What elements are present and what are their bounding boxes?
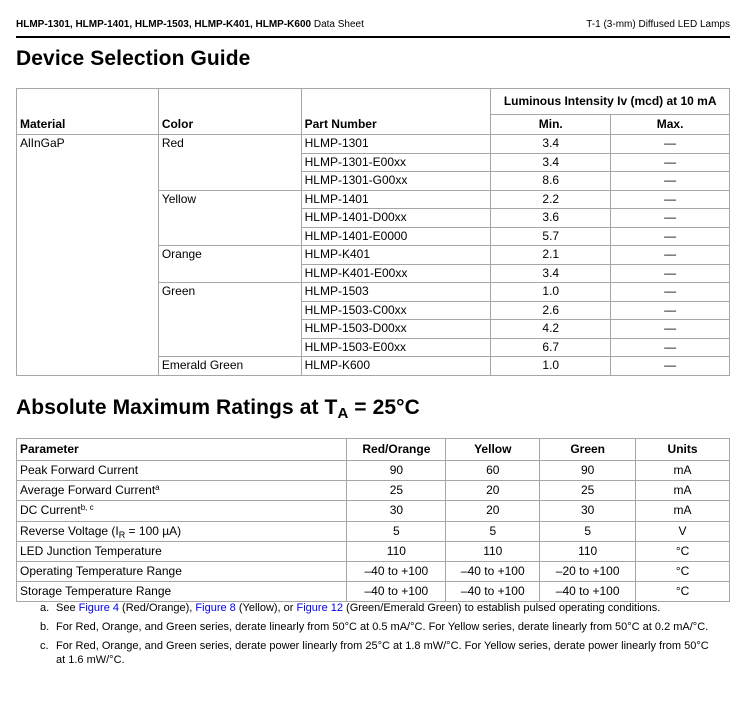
min-cell: 2.2 xyxy=(491,190,611,209)
color-cell-emerald-green: Emerald Green xyxy=(158,357,301,376)
units-cell: V xyxy=(636,521,730,541)
col-min: Min. xyxy=(491,115,611,135)
device-selection-table xyxy=(16,88,730,376)
footnote-letter: c. xyxy=(40,640,49,652)
max-cell: — xyxy=(611,209,730,228)
part-cell: HLMP-1401 xyxy=(301,190,491,209)
page-header xyxy=(16,19,730,31)
parameter-text: Average Forward Current xyxy=(20,483,156,498)
red-orange-cell: 5 xyxy=(347,521,446,541)
col-green: Green xyxy=(540,439,636,461)
green-cell: –20 to +100 xyxy=(540,561,636,581)
footnote-text: For Red, Orange, and Green series, derate linearly from 50°C at 0.5 mA/°C. For Yellow series, derate linearly from 50°C at 0.2 mA/°C. xyxy=(56,621,709,633)
yellow-cell: 5 xyxy=(446,521,540,541)
part-cell: HLMP-1503-D00xx xyxy=(301,320,491,339)
table-row xyxy=(17,561,730,581)
table-header-row xyxy=(17,89,730,115)
red-orange-cell: 25 xyxy=(347,481,446,501)
max-cell: — xyxy=(611,246,730,265)
min-cell: 1.0 xyxy=(491,283,611,302)
units-cell: mA xyxy=(636,461,730,481)
col-material: Material xyxy=(17,89,159,135)
part-cell: HLMP-K600 xyxy=(301,357,491,376)
footnotes xyxy=(40,601,720,672)
table-row xyxy=(17,582,730,602)
header-left xyxy=(16,19,364,31)
units-cell: mA xyxy=(636,481,730,501)
yellow-cell: 60 xyxy=(446,461,540,481)
max-cell: — xyxy=(611,357,730,376)
parameter-cell xyxy=(17,481,347,501)
col-yellow: Yellow xyxy=(446,439,540,461)
min-cell: 6.7 xyxy=(491,338,611,357)
green-cell: 30 xyxy=(540,501,636,521)
yellow-cell: 20 xyxy=(446,501,540,521)
part-cell: HLMP-1503-E00xx xyxy=(301,338,491,357)
col-max: Max. xyxy=(611,115,730,135)
parameter-cell: LED Junction Temperature xyxy=(17,541,347,561)
footnote-a xyxy=(40,601,720,615)
green-cell: 110 xyxy=(540,541,636,561)
part-cell: HLMP-1401-D00xx xyxy=(301,209,491,228)
green-cell: 90 xyxy=(540,461,636,481)
units-cell: mA xyxy=(636,501,730,521)
red-orange-cell: –40 to +100 xyxy=(347,561,446,581)
min-cell: 3.4 xyxy=(491,264,611,283)
table-row xyxy=(17,541,730,561)
min-cell: 4.2 xyxy=(491,320,611,339)
table-row xyxy=(17,461,730,481)
section-title-absolute-maximum-ratings xyxy=(16,395,420,421)
min-cell: 2.6 xyxy=(491,301,611,320)
col-color: Color xyxy=(158,89,301,135)
red-orange-cell: –40 to +100 xyxy=(347,582,446,602)
parameter-cell: Storage Temperature Range xyxy=(17,582,347,602)
green-cell: 25 xyxy=(540,481,636,501)
table-row xyxy=(17,481,730,501)
parameter-cell xyxy=(17,501,347,521)
part-cell: HLMP-1301-E00xx xyxy=(301,153,491,172)
max-cell: — xyxy=(611,301,730,320)
units-cell: °C xyxy=(636,541,730,561)
parameter-cell: Peak Forward Current xyxy=(17,461,347,481)
footnote-text: (Green/Emerald Green) to establish pulsed operating conditions. xyxy=(343,602,661,614)
table-row xyxy=(17,501,730,521)
max-cell: — xyxy=(611,338,730,357)
header-divider xyxy=(16,36,730,38)
title-subscript: A xyxy=(337,405,349,422)
table-row xyxy=(17,135,730,154)
min-cell: 8.6 xyxy=(491,172,611,191)
header-part-numbers: HLMP-1301, HLMP-1401, HLMP-1503, HLMP-K401, HLMP-K600 xyxy=(16,19,312,30)
part-cell: HLMP-1301-G00xx xyxy=(301,172,491,191)
col-units: Units xyxy=(636,439,730,461)
footnote-b xyxy=(40,620,720,634)
units-cell: °C xyxy=(636,561,730,581)
min-cell: 5.7 xyxy=(491,227,611,246)
max-cell: — xyxy=(611,153,730,172)
yellow-cell: –40 to +100 xyxy=(446,561,540,581)
color-cell-red: Red xyxy=(158,135,301,191)
footnote-c xyxy=(40,639,720,667)
part-cell: HLMP-K401-E00xx xyxy=(301,264,491,283)
units-cell: °C xyxy=(636,582,730,602)
footnote-text: (Yellow), or xyxy=(235,602,297,614)
green-cell: 5 xyxy=(540,521,636,541)
material-cell: AlInGaP xyxy=(17,135,159,376)
min-cell: 3.4 xyxy=(491,153,611,172)
max-cell: — xyxy=(611,264,730,283)
footnote-text: See xyxy=(56,602,79,614)
absolute-maximum-ratings-table xyxy=(16,438,730,602)
yellow-cell: 110 xyxy=(446,541,540,561)
color-cell-green: Green xyxy=(158,283,301,357)
footnote-letter: b. xyxy=(40,621,50,633)
figure-4-link[interactable]: Figure 4 xyxy=(78,602,119,614)
parameter-cell: Operating Temperature Range xyxy=(17,561,347,581)
header-doc-type: Data Sheet xyxy=(313,19,364,30)
footnote-letter: a. xyxy=(40,602,50,614)
part-cell: HLMP-1503-C00xx xyxy=(301,301,491,320)
figure-8-link[interactable]: Figure 8 xyxy=(195,602,236,614)
red-orange-cell: 90 xyxy=(347,461,446,481)
parameter-subscript: R xyxy=(118,529,126,540)
figure-12-link[interactable]: Figure 12 xyxy=(296,602,343,614)
min-cell: 3.4 xyxy=(491,135,611,154)
parameter-text-end: = 100 µA) xyxy=(125,523,182,538)
max-cell: — xyxy=(611,283,730,302)
max-cell: — xyxy=(611,172,730,191)
part-cell: HLMP-1401-E0000 xyxy=(301,227,491,246)
title-text: Absolute Maximum Ratings at T xyxy=(16,396,338,419)
max-cell: — xyxy=(611,227,730,246)
table-row xyxy=(17,521,730,541)
section-title-device-selection: Device Selection Guide xyxy=(16,47,251,70)
parameter-cell xyxy=(17,521,347,541)
parameter-text: DC Current xyxy=(20,503,81,518)
footnote-text: (Red/Orange), xyxy=(119,602,196,614)
footnote-ref: a xyxy=(155,483,160,493)
header-right: T-1 (3-mm) Diffused LED Lamps xyxy=(586,19,730,30)
max-cell: — xyxy=(611,320,730,339)
red-orange-cell: 30 xyxy=(347,501,446,521)
min-cell: 3.6 xyxy=(491,209,611,228)
red-orange-cell: 110 xyxy=(347,541,446,561)
part-cell: HLMP-1301 xyxy=(301,135,491,154)
max-cell: — xyxy=(611,190,730,209)
yellow-cell: 20 xyxy=(446,481,540,501)
part-cell: HLMP-K401 xyxy=(301,246,491,265)
col-parameter: Parameter xyxy=(17,439,347,461)
part-cell: HLMP-1503 xyxy=(301,283,491,302)
yellow-cell: –40 to +100 xyxy=(446,582,540,602)
min-cell: 2.1 xyxy=(491,246,611,265)
title-text-end: = 25°C xyxy=(348,396,420,419)
color-cell-orange: Orange xyxy=(158,246,301,283)
table-header-row xyxy=(17,439,730,461)
col-luminous-intensity: Luminous Intensity Iv (mcd) at 10 mA xyxy=(491,89,730,115)
max-cell: — xyxy=(611,135,730,154)
footnote-text: For Red, Orange, and Green series, derate power linearly from 25°C at 1.8 mW/°C. For Yellow series, derate power linearly from 50°C at 1.6 mW/°C. xyxy=(56,640,709,666)
col-red-orange: Red/Orange xyxy=(347,439,446,461)
parameter-text: Reverse Voltage (I xyxy=(20,523,119,538)
col-part-number: Part Number xyxy=(301,89,491,135)
min-cell: 1.0 xyxy=(491,357,611,376)
green-cell: –40 to +100 xyxy=(540,582,636,602)
color-cell-yellow: Yellow xyxy=(158,190,301,246)
footnote-ref: b, c xyxy=(80,503,94,513)
